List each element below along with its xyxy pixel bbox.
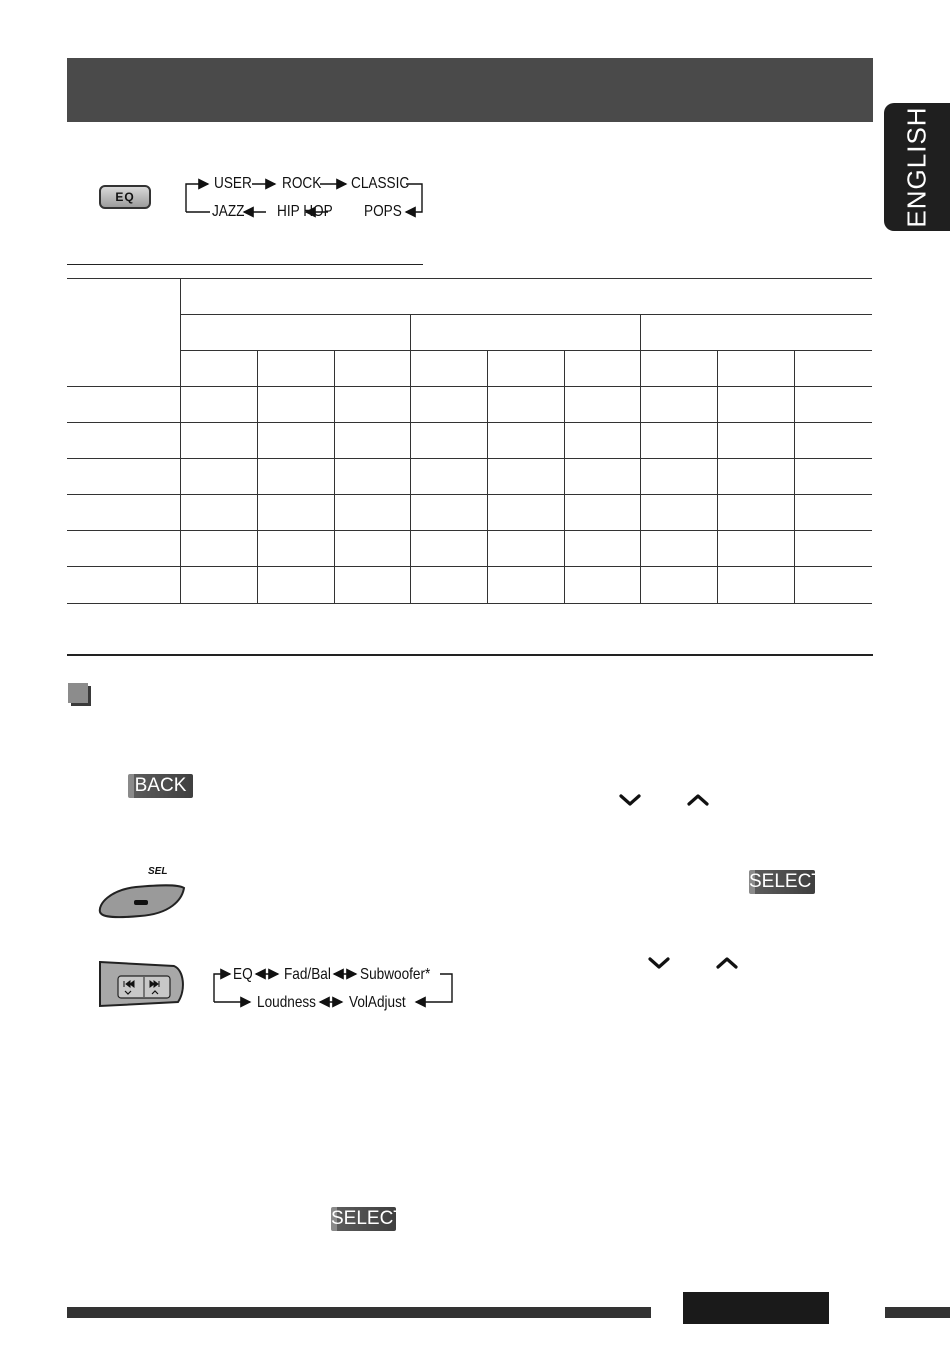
table-rule [564, 350, 565, 604]
eq-flow-hiphop: HIP HOP [277, 203, 333, 220]
header-bar [67, 58, 873, 122]
section-divider [67, 654, 873, 656]
eq-settings-table [67, 278, 872, 604]
table-rule [717, 350, 718, 604]
chevron-up-icon[interactable] [715, 955, 739, 971]
table-rule [67, 422, 872, 423]
table-rule [67, 603, 872, 604]
chevron-up-icon[interactable] [686, 792, 710, 808]
table-rule [67, 278, 872, 279]
settings-flow-subwoofer: Subwoofer* [360, 966, 431, 983]
table-rule [257, 350, 258, 604]
table-rule [180, 350, 872, 351]
table-rule [487, 350, 488, 604]
eq-button[interactable]: EQ [99, 185, 151, 209]
table-rule [334, 350, 335, 604]
language-tab-label: ENGLISH [901, 106, 932, 228]
sel-label: SEL [148, 866, 168, 877]
settings-flow-loudness: Loudness [257, 994, 316, 1011]
select-button[interactable]: SELECT [331, 1208, 405, 1229]
page-number-box [683, 1292, 829, 1324]
table-rule [180, 278, 181, 604]
footer-bar [885, 1307, 950, 1318]
skip-buttons[interactable] [98, 960, 188, 1008]
settings-flow-eq: EQ [233, 966, 253, 983]
eq-flow-jazz: JAZZ [212, 203, 245, 220]
eq-flow-pops: POPS [364, 203, 402, 220]
table-rule [67, 386, 872, 387]
settings-flow-voladjust: VolAdjust [349, 994, 406, 1011]
table-rule [67, 458, 872, 459]
table-rule [794, 350, 795, 604]
footer-bar [67, 1307, 651, 1318]
chevron-down-icon[interactable] [647, 955, 671, 971]
language-tab [884, 103, 950, 231]
sel-button[interactable] [96, 882, 188, 920]
section-divider [67, 264, 423, 265]
back-button[interactable]: BACK [128, 774, 193, 798]
table-rule [67, 530, 872, 531]
settings-flow-fadbal: Fad/Bal [284, 966, 331, 983]
eq-flow-classic: CLASSIC [351, 175, 410, 192]
chevron-down-icon[interactable] [618, 792, 642, 808]
eq-flow-user: USER [214, 175, 252, 192]
table-rule [67, 566, 872, 567]
section-bullet [68, 683, 88, 703]
table-rule [180, 314, 872, 315]
table-rule [410, 314, 411, 604]
eq-flow-rock: ROCK [282, 175, 322, 192]
table-rule [67, 494, 872, 495]
select-button[interactable]: SELECT [749, 871, 823, 892]
table-rule [640, 314, 641, 604]
